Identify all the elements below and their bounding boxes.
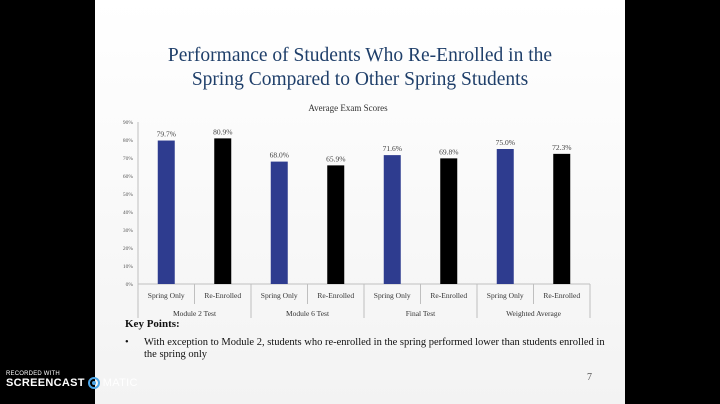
bar: [327, 165, 344, 284]
data-label: 68.0%: [269, 150, 289, 160]
y-tick-label: 30%: [122, 228, 133, 234]
data-label: 75.0%: [495, 138, 515, 147]
bar: [271, 162, 288, 284]
data-label: 69.8%: [439, 147, 459, 157]
y-tick-label: 40%: [122, 210, 133, 216]
chart-bars: [158, 138, 571, 284]
x-group-label: Module 2 Test: [172, 309, 217, 318]
x-category-label: Spring Only: [373, 291, 411, 300]
bar: [440, 158, 457, 284]
watermark-recorded-with: RECORDED WITH: [6, 371, 60, 377]
y-tick-label: 20%: [122, 246, 133, 252]
data-label: 79.7%: [156, 129, 176, 139]
screencast-logo-icon: [88, 377, 100, 389]
x-category-label: Re-Enrolled: [543, 291, 581, 300]
x-category-label: Spring Only: [486, 291, 524, 300]
chart-axes: [138, 122, 590, 318]
slide-title-line-1: Performance of Students Who Re-Enrolled in the: [167, 45, 553, 66]
data-label: 65.9%: [326, 154, 346, 164]
bar: [384, 155, 401, 284]
y-tick-label: 90%: [122, 120, 133, 126]
y-tick-label: 50%: [122, 192, 133, 198]
bullet-icon: •: [125, 337, 129, 348]
y-tick-label: 80%: [122, 138, 133, 144]
y-tick-label: 10%: [122, 264, 133, 270]
y-tick-label: 70%: [122, 156, 133, 162]
x-category-label: Re-Enrolled: [317, 291, 355, 300]
bar-chart: [95, 0, 625, 320]
x-category-label: Re-Enrolled: [430, 291, 468, 300]
key-points-heading: Key Points:: [125, 318, 180, 330]
watermark-brand-right: MATIC: [102, 377, 138, 389]
data-label: 71.6%: [382, 144, 402, 154]
key-point-item: [125, 337, 605, 361]
slide-title-line-2: Spring Compared to Other Spring Students: [191, 69, 529, 90]
bar: [158, 141, 175, 284]
bar: [553, 154, 570, 284]
y-tick-label: 0%: [125, 282, 133, 288]
bar: [497, 149, 514, 284]
y-tick-label: 60%: [122, 174, 133, 180]
x-group-label: Weighted Average: [506, 309, 561, 318]
data-label: 72.3%: [552, 142, 572, 152]
x-group-label: Final Test: [405, 309, 436, 318]
watermark-brand: [6, 377, 138, 389]
page-number: 7: [587, 372, 592, 383]
x-category-label: Re-Enrolled: [204, 291, 242, 300]
watermark-brand-left: SCREENCAST: [6, 377, 85, 389]
x-category-label: Spring Only: [147, 291, 185, 300]
y-axis-ticks: [123, 120, 134, 288]
x-category-label: Spring Only: [260, 291, 298, 300]
key-point-text: With exception to Module 2, students who re-enrolled in the spring performed lower than students enrolled in the spring only: [144, 337, 605, 360]
bar: [214, 138, 231, 284]
data-label: 80.9%: [213, 127, 233, 137]
chart-title: Average Exam Scores: [308, 103, 388, 113]
x-group-label: Module 6 Test: [285, 309, 330, 318]
slide: [95, 0, 625, 404]
screencast-watermark: [6, 371, 138, 389]
